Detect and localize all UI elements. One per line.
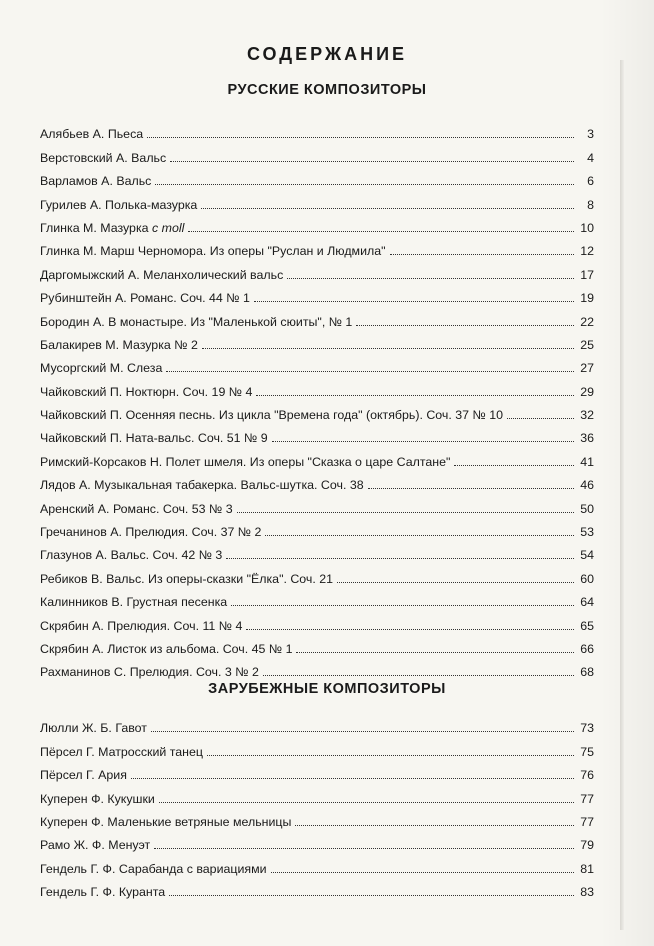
toc-entry-title-text: Гречанинов А. Прелюдия. Соч. 37 № 2 bbox=[40, 525, 262, 540]
toc-entry-page-number: 17 bbox=[580, 267, 594, 282]
toc-entry-page-number: 66 bbox=[580, 641, 594, 656]
toc-entry-title-text: Бородин А. В монастыре. Из "Маленькой сюиты", № 1 bbox=[40, 314, 353, 329]
toc-entry-title bbox=[40, 385, 254, 399]
toc-entry-title-text: Чайковский П. Ноктюрн. Соч. 19 № 4 bbox=[40, 384, 253, 399]
toc-entry bbox=[40, 422, 594, 445]
toc-entry-title bbox=[40, 862, 269, 876]
toc-entry-title bbox=[40, 408, 505, 422]
toc-entry-title bbox=[40, 745, 205, 759]
toc-entry bbox=[40, 445, 594, 468]
page-edge-shadow bbox=[600, 0, 654, 946]
toc-list-russian bbox=[40, 118, 594, 679]
toc-entry-title bbox=[40, 244, 388, 258]
toc-entry-page-number: 60 bbox=[580, 571, 594, 586]
dot-leader bbox=[263, 674, 574, 676]
toc-entry-title bbox=[40, 792, 157, 806]
toc-entry-title bbox=[40, 338, 200, 352]
toc-entry bbox=[40, 633, 594, 656]
toc-entry-page-number: 77 bbox=[580, 791, 594, 806]
toc-entry bbox=[40, 735, 594, 758]
dot-leader bbox=[207, 754, 574, 756]
dot-leader bbox=[159, 801, 574, 803]
dot-leader bbox=[454, 464, 574, 466]
section-heading-foreign: ЗАРУБЕЖНЫЕ КОМПОЗИТОРЫ bbox=[208, 681, 446, 697]
toc-entry-title-text: Балакирев М. Мазурка № 2 bbox=[40, 337, 198, 352]
dot-leader bbox=[256, 394, 574, 396]
dot-leader bbox=[202, 347, 574, 349]
toc-entry-title-text: Алябьев А. Пьеса bbox=[40, 127, 144, 142]
toc-entry-page-number: 19 bbox=[580, 291, 594, 306]
toc-entry bbox=[40, 759, 594, 782]
toc-entry-page-number: 68 bbox=[580, 665, 594, 680]
toc-entry-title bbox=[40, 768, 129, 782]
toc-entry-title bbox=[40, 838, 152, 852]
toc-entry-page-number: 53 bbox=[580, 525, 594, 540]
toc-entry-title bbox=[40, 595, 229, 609]
toc-entry-title bbox=[40, 478, 366, 492]
toc-entry-title-text: Куперен Ф. Маленькие ветряные мельницы bbox=[40, 814, 292, 829]
toc-entry bbox=[40, 586, 594, 609]
dot-leader bbox=[265, 534, 574, 536]
dot-leader bbox=[507, 417, 574, 419]
toc-entry-title bbox=[40, 721, 149, 735]
toc-entry-page-number: 4 bbox=[587, 150, 594, 165]
toc-list-foreign bbox=[40, 712, 594, 899]
toc-entry-page-number: 77 bbox=[580, 814, 594, 829]
toc-entry-title-text: Скрябин А. Листок из альбома. Соч. 45 № 1 bbox=[40, 641, 293, 656]
toc-entry-page-number: 36 bbox=[580, 431, 594, 446]
toc-entry-title bbox=[40, 502, 235, 516]
toc-entry bbox=[40, 258, 594, 281]
toc-entry-page-number: 46 bbox=[580, 478, 594, 493]
dot-leader bbox=[272, 440, 574, 442]
toc-entry bbox=[40, 141, 594, 164]
toc-entry bbox=[40, 876, 594, 899]
dot-leader bbox=[231, 604, 574, 606]
dot-leader bbox=[154, 847, 574, 849]
toc-entry bbox=[40, 212, 594, 235]
toc-entry-title bbox=[40, 361, 164, 375]
toc-entry-title-text: Глинка М. Марш Черномора. Из оперы "Руслан и Людмила" bbox=[40, 244, 386, 259]
dot-leader bbox=[390, 253, 574, 255]
toc-entry bbox=[40, 235, 594, 258]
toc-entry-title bbox=[40, 455, 452, 469]
toc-entry bbox=[40, 329, 594, 352]
toc-entry-title-text: Куперен Ф. Кукушки bbox=[40, 791, 155, 806]
dot-leader bbox=[296, 651, 574, 653]
toc-entry-page-number: 65 bbox=[580, 618, 594, 633]
toc-entry-title bbox=[40, 198, 199, 212]
toc-entry-page-number: 64 bbox=[580, 595, 594, 610]
page-edge bbox=[620, 60, 624, 930]
toc-entry-title-text: Скрябин А. Прелюдия. Соч. 11 № 4 bbox=[40, 618, 243, 633]
toc-entry-title-text: Гурилев А. Полька-мазурка bbox=[40, 197, 198, 212]
toc-entry-title-text: Чайковский П. Осенняя песнь. Из цикла "Времена года" (октябрь). Соч. 37 № 10 bbox=[40, 408, 504, 423]
dot-leader bbox=[188, 230, 574, 232]
toc-entry-page-number: 3 bbox=[587, 127, 594, 142]
toc-entry-page-number: 8 bbox=[587, 197, 594, 212]
toc-entry-title-text: Верстовский А. Вальс bbox=[40, 150, 167, 165]
toc-entry-title-text: Мусоргский М. Слеза bbox=[40, 361, 163, 376]
toc-entry-title bbox=[40, 642, 294, 656]
toc-entry bbox=[40, 118, 594, 141]
toc-entry-title bbox=[40, 665, 261, 679]
toc-entry-title bbox=[40, 885, 167, 899]
dot-leader bbox=[147, 136, 574, 138]
toc-entry bbox=[40, 852, 594, 875]
toc-entry-page-number: 75 bbox=[580, 744, 594, 759]
toc-entry-title bbox=[40, 525, 263, 539]
dot-leader bbox=[169, 894, 574, 896]
toc-entry bbox=[40, 492, 594, 515]
dot-leader bbox=[170, 160, 574, 162]
toc-entry-page-number: 73 bbox=[580, 721, 594, 736]
toc-entry bbox=[40, 469, 594, 492]
toc-entry-page-number: 6 bbox=[587, 174, 594, 189]
toc-entry-key: c moll bbox=[151, 220, 185, 235]
dot-leader bbox=[201, 207, 574, 209]
toc-entry-page-number: 29 bbox=[580, 384, 594, 399]
toc-entry-title-text: Чайковский П. Ната-вальс. Соч. 51 № 9 bbox=[40, 431, 268, 446]
toc-entry-title-text: Рахманинов С. Прелюдия. Соч. 3 № 2 bbox=[40, 665, 259, 680]
toc-entry-page-number: 76 bbox=[580, 768, 594, 783]
toc-entry bbox=[40, 712, 594, 735]
toc-entry bbox=[40, 516, 594, 539]
toc-entry-page-number: 81 bbox=[580, 861, 594, 876]
toc-entry bbox=[40, 188, 594, 211]
toc-entry-page-number: 25 bbox=[580, 337, 594, 352]
dot-leader bbox=[287, 277, 574, 279]
toc-entry-page-number: 41 bbox=[580, 454, 594, 469]
toc-entry-title-text: Пёрсел Г. Матросский танец bbox=[40, 744, 204, 759]
toc-entry-title-text: Глинка М. Мазурка bbox=[40, 220, 149, 235]
toc-entry-title-text: Калинников В. Грустная песенка bbox=[40, 595, 228, 610]
dot-leader bbox=[246, 628, 574, 630]
toc-entry bbox=[40, 562, 594, 585]
toc-entry-title bbox=[40, 127, 145, 141]
toc-entry-title-text: Гендель Г. Ф. Куранта bbox=[40, 885, 166, 900]
toc-entry-page-number: 32 bbox=[580, 408, 594, 423]
toc-entry-title bbox=[40, 815, 293, 829]
toc-entry bbox=[40, 656, 594, 679]
toc-entry-title-text: Аренский А. Романс. Соч. 53 № 3 bbox=[40, 501, 233, 516]
dot-leader bbox=[151, 730, 574, 732]
dot-leader bbox=[295, 824, 574, 826]
toc-entry-title bbox=[40, 572, 335, 586]
page-title: СОДЕРЖАНИЕ bbox=[246, 44, 408, 64]
toc-entry-page-number: 50 bbox=[580, 501, 594, 516]
toc-entry bbox=[40, 282, 594, 305]
dot-leader bbox=[368, 487, 574, 489]
toc-entry-title bbox=[40, 431, 270, 445]
toc-entry bbox=[40, 352, 594, 375]
dot-leader bbox=[254, 300, 574, 302]
toc-entry-title-text: Люлли Ж. Б. Гавот bbox=[40, 721, 147, 736]
toc-entry-page-number: 27 bbox=[580, 361, 594, 376]
toc-entry bbox=[40, 539, 594, 562]
toc-entry-title-text: Римский-Корсаков Н. Полет шмеля. Из оперы "Сказка о царе Салтане" bbox=[40, 454, 451, 469]
dot-leader bbox=[166, 370, 574, 372]
dot-leader bbox=[337, 581, 574, 583]
toc-entry-title bbox=[40, 619, 244, 633]
toc-entry-title-text: Рамо Ж. Ф. Менуэт bbox=[40, 838, 151, 853]
toc-entry-page-number: 10 bbox=[580, 220, 594, 235]
toc-entry-page-number: 54 bbox=[580, 548, 594, 563]
toc-entry-title bbox=[40, 315, 354, 329]
toc-entry bbox=[40, 782, 594, 805]
toc-entry-title bbox=[40, 291, 252, 305]
dot-leader bbox=[356, 324, 574, 326]
toc-entry bbox=[40, 806, 594, 829]
toc-entry-title-text: Глазунов А. Вальс. Соч. 42 № 3 bbox=[40, 548, 223, 563]
toc-entry-title-text: Рубинштейн А. Романс. Соч. 44 № 1 bbox=[40, 291, 250, 306]
toc-entry-page-number: 22 bbox=[580, 314, 594, 329]
toc-entry-page-number: 83 bbox=[580, 885, 594, 900]
section-heading-russian: РУССКИЕ КОМПОЗИТОРЫ bbox=[227, 82, 427, 98]
toc-entry-title bbox=[40, 548, 224, 562]
dot-leader bbox=[155, 183, 574, 185]
toc-entry bbox=[40, 375, 594, 398]
toc-entry-title-text: Даргомыжский А. Меланхолический вальс bbox=[40, 267, 284, 282]
dot-leader bbox=[271, 871, 574, 873]
toc-entry-title bbox=[40, 268, 285, 282]
toc-entry-title-text: Пёрсел Г. Ария bbox=[40, 768, 127, 783]
toc-entry bbox=[40, 305, 594, 328]
toc-entry-title bbox=[40, 221, 186, 235]
toc-entry-title-text: Гендель Г. Ф. Сарабанда с вариациями bbox=[40, 861, 267, 876]
toc-entry-title bbox=[40, 174, 153, 188]
toc-entry bbox=[40, 609, 594, 632]
toc-entry-title-text: Варламов А. Вальс bbox=[40, 174, 152, 189]
toc-entry-page-number: 12 bbox=[580, 244, 594, 259]
toc-entry-title-text: Ребиков В. Вальс. Из оперы-сказки "Ёлка". Соч. 21 bbox=[40, 571, 334, 586]
toc-entry-title-text: Лядов А. Музыкальная табакерка. Вальс-шутка. Соч. 38 bbox=[40, 478, 364, 493]
dot-leader bbox=[131, 777, 574, 779]
dot-leader bbox=[226, 557, 574, 559]
toc-entry bbox=[40, 399, 594, 422]
toc-entry bbox=[40, 165, 594, 188]
toc-entry-title bbox=[40, 151, 168, 165]
toc-entry bbox=[40, 829, 594, 852]
dot-leader bbox=[237, 511, 574, 513]
toc-entry-page-number: 79 bbox=[580, 838, 594, 853]
